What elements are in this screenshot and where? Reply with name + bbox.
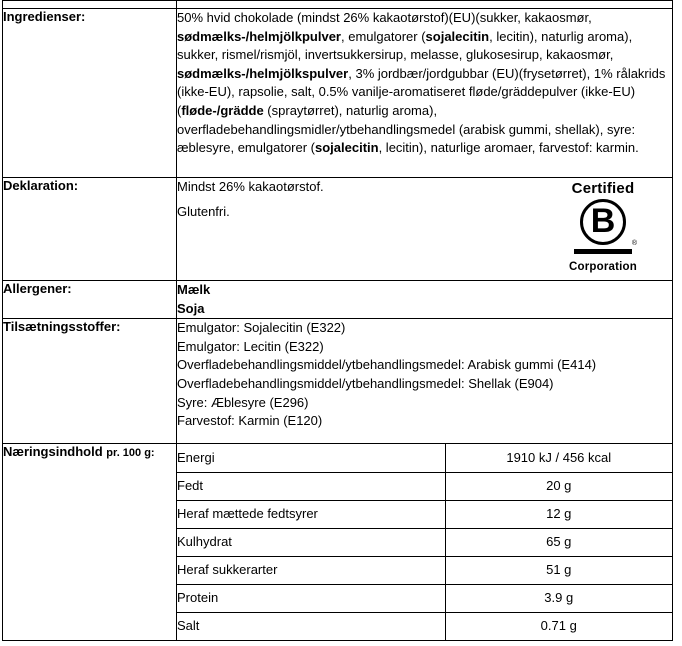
ingredients-label: Ingredienser: — [3, 9, 177, 178]
nutrition-row — [177, 444, 672, 472]
additive-line: Overfladebehandlingsmiddel/ytbehandlingsmedel: Shellak (E904) — [177, 375, 554, 391]
nutrient-value: 12 g — [445, 500, 672, 528]
nutrition-row — [177, 556, 672, 584]
declaration-line: Mindst 26% kakaotørstof. — [177, 179, 324, 194]
nutrient-value: 65 g — [445, 528, 672, 556]
b-corp-certified-text: Certified — [571, 180, 635, 197]
nutrition-label-suffix: pr. 100 g: — [106, 447, 155, 460]
row-nutrition — [3, 444, 673, 641]
truncated-label-cell — [3, 1, 177, 9]
registered-trademark-icon: ® — [631, 240, 637, 247]
allergens-label: Allergener: — [3, 281, 177, 319]
nutrition-table-container — [177, 444, 673, 641]
truncated-content-cell — [177, 1, 673, 9]
nutrient-value: 3.9 g — [445, 584, 672, 612]
b-corp-logo — [568, 180, 638, 277]
row-allergens — [3, 281, 673, 319]
additives-label: Tilsætningsstoffer: — [3, 319, 177, 444]
nutrition-row — [177, 528, 672, 556]
nutrient-value: 51 g — [445, 556, 672, 584]
truncated-top-row — [3, 1, 673, 9]
nutrient-name: Kulhydrat — [177, 528, 445, 556]
additive-line: Emulgator: Sojalecitin (E322) — [177, 320, 346, 336]
nutrient-name: Fedt — [177, 472, 445, 500]
nutrition-row — [177, 500, 672, 528]
nutrition-label — [3, 444, 177, 641]
additive-line: Emulgator: Lecitin (E322) — [177, 338, 324, 354]
nutrient-value: 1910 kJ / 456 kcal — [445, 444, 672, 472]
additive-line: Syre: Æblesyre (E296) — [177, 394, 309, 410]
b-corp-underline — [568, 240, 638, 254]
row-declaration — [3, 178, 673, 281]
nutrient-name: Protein — [177, 584, 445, 612]
nutrient-value: 20 g — [445, 472, 672, 500]
row-ingredients — [3, 9, 673, 178]
nutrient-name: Salt — [177, 612, 445, 640]
nutrient-name: Energi — [177, 444, 445, 472]
declaration-line: Glutenfri. — [177, 203, 230, 219]
b-corp-circle-icon — [580, 199, 626, 245]
nutrition-row — [177, 584, 672, 612]
declaration-content — [177, 178, 673, 281]
nutrient-value: 0.71 g — [540, 618, 577, 634]
nutrition-table — [177, 444, 672, 640]
allergen-item: Mælk — [177, 282, 211, 297]
nutrition-label-main: Næringsindhold — [3, 444, 103, 460]
nutrition-row — [177, 612, 672, 640]
nutrient-name: Heraf sukkerarter — [177, 556, 445, 584]
allergen-item: Soja — [177, 300, 205, 316]
b-corp-letter: B — [590, 202, 616, 240]
row-additives — [3, 319, 673, 444]
nutrition-row — [177, 472, 672, 500]
additives-content — [177, 319, 673, 444]
additive-line: Farvestof: Karmin (E120) — [177, 413, 323, 429]
b-corp-bar — [574, 249, 632, 254]
allergens-content — [177, 281, 673, 319]
b-corp-corporation-text: Corporation — [569, 261, 637, 273]
nutrient-name: Heraf mættede fedtsyrer — [177, 500, 445, 528]
additive-line: Overfladebehandlingsmiddel/ytbehandlingsmedel: Arabisk gummi (E414) — [177, 357, 597, 373]
ingredients-text: 50% hvid chokolade (mindst 26% kakaotørstof)(EU)(sukker, kakaosmør, sødmælks-/helmjölkpulver, emulgatorer (sojalecitin, lecitin), naturlig aroma), sukker, rismel/rismjöl, invertsukkersirup, melasse, glukosesirup, kakaosmør, sødmælks-/helmjölkspulver, 3% jordbær/jordgubbar (EU)(frysetørret), 1% rålakrids (ikke-EU), rapsolie, salt, 0.5% vanilje-aromatiseret fløde/gräddepulver (ikke-EU)(fløde-/grädde (spraytørret), naturlig aroma), overfladebehandlingsmidler/ytbehandlingsmedel (arabisk gummi, shellak), syre: æblesyre, emulgatorer (sojalecitin, lecitin), naturlige aromaer, farvestof: karmin. — [177, 9, 673, 178]
spec-table — [2, 0, 673, 641]
declaration-label: Deklaration: — [3, 178, 177, 281]
